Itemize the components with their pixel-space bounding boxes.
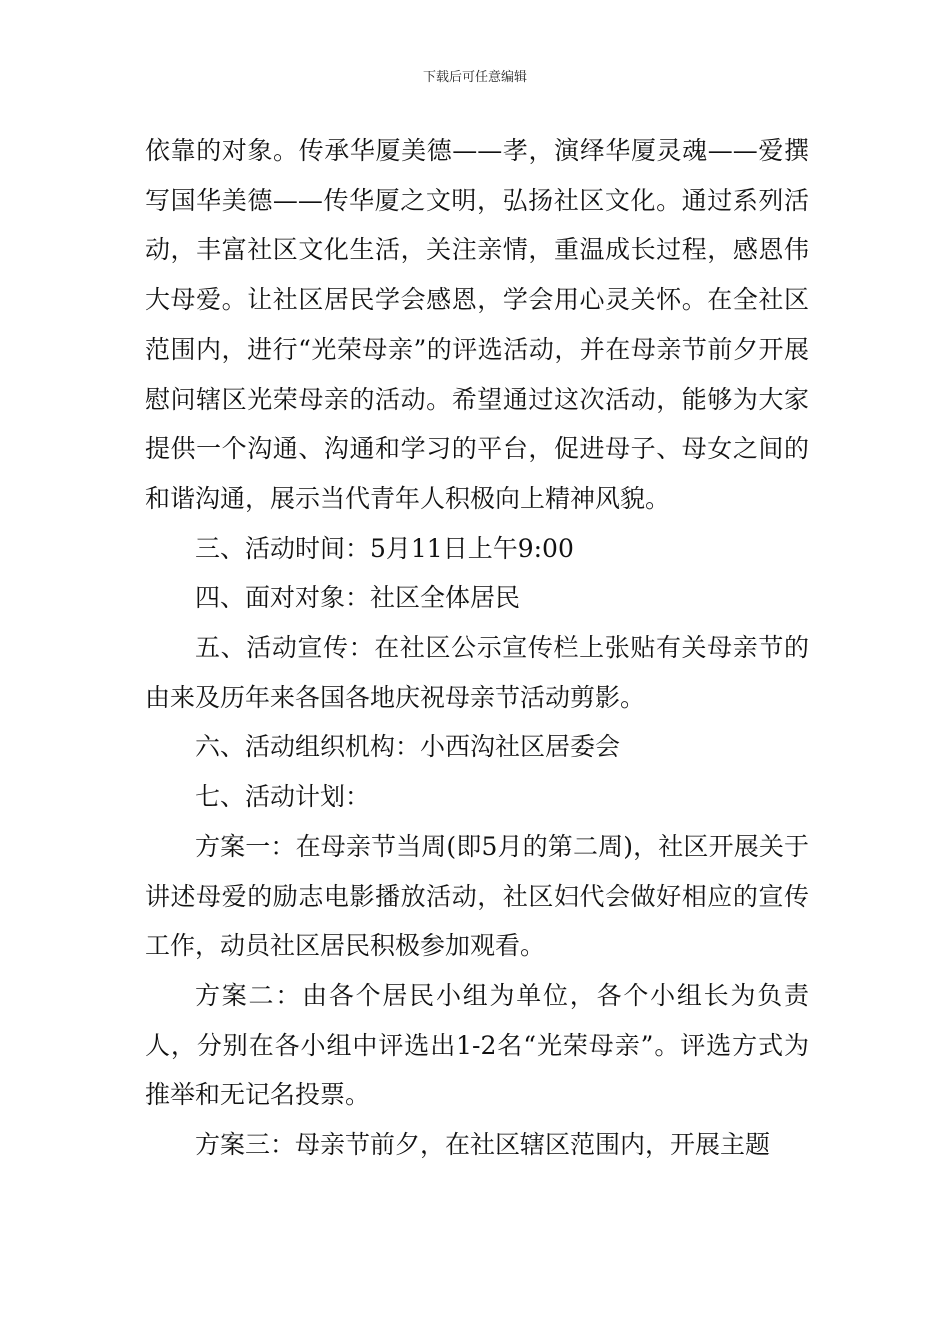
paragraph-activity-time: 三、活动时间：5月11日上午9:00 (195, 533, 574, 563)
paragraph-target-audience: 四、面对对象：社区全体居民 (195, 583, 521, 613)
document-body (145, 126, 809, 1170)
paragraph-publicity: 五、活动宣传：在社区公示宣传栏上张贴有关母亲节的由来及历年来各国各地庆祝母亲节活动剪影。 (145, 633, 809, 712)
paragraph-organizer: 六、活动组织机构：小西沟社区居委会 (195, 732, 621, 762)
page-header: 下载后可任意编辑 (422, 70, 527, 85)
paragraph-plan-one: 方案一：在母亲节当周(即5月的第二周)，社区开展关于讲述母爱的励志电影播放活动，社区妇代会做好相应的宣传工作，动员社区居民积极参加观看。 (145, 831, 809, 961)
paragraph-plan-two: 方案二：由各个居民小组为单位，各个小组长为负责人，分别在各小组中评选出1-2名“光荣母亲”。评选方式为推举和无记名投票。 (145, 980, 809, 1110)
paragraph-intro: 依靠的对象。传承华厦美德——孝，演绎华厦灵魂——爱撰写国华美德——传华厦之文明，弘扬社区文化。通过系列活动，丰富社区文化生活，关注亲情，重温成长过程，感恩伟大母爱。让社区居民学会感恩，学会用心灵关怀。在全社区范围内，进行“光荣母亲”的评选活动，并在母亲节前夕开展慰问辖区光荣母亲的活动。希望通过这次活动，能够为大家提供一个沟通、沟通和学习的平台，促进母子、母女之间的和谐沟通，展示当代青年人积极向上精神风貌。 (145, 136, 809, 513)
paragraph-plan-three: 方案三：母亲节前夕，在社区辖区范围内，开展主题 (195, 1130, 771, 1160)
paragraph-plan-heading: 七、活动计划： (195, 782, 371, 812)
